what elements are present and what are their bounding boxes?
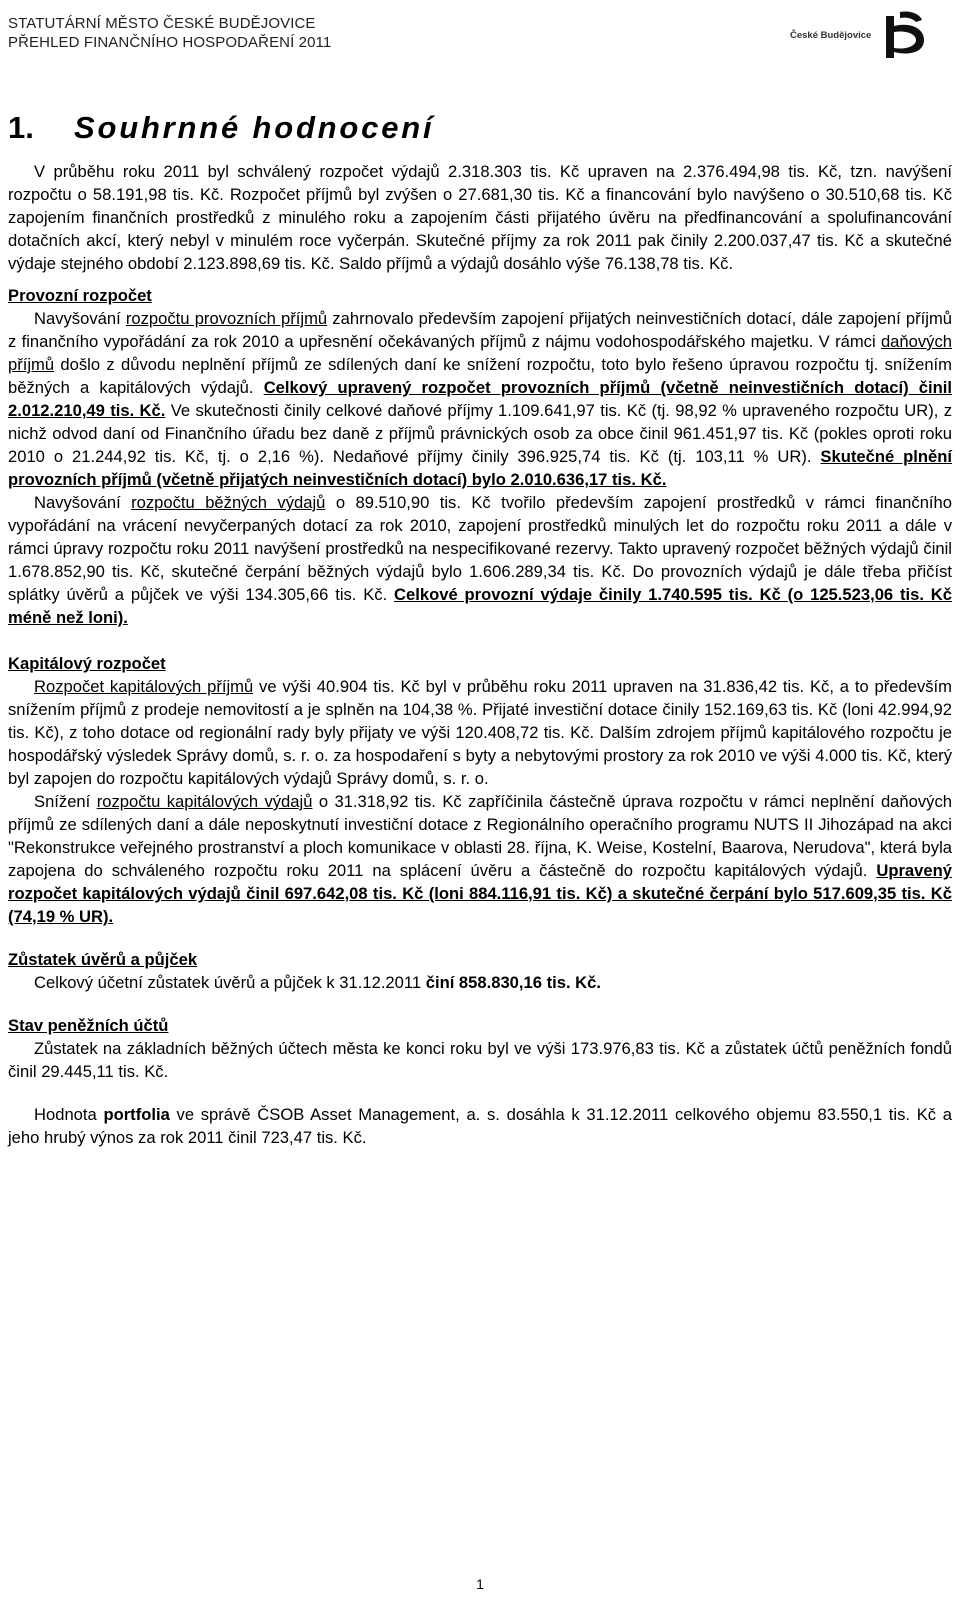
term-kapitalove-vydaje: rozpočtu kapitálových výdajů xyxy=(96,792,313,811)
heading-zustatek: Zůstatek úvěrů a půjček xyxy=(8,950,198,969)
header-report-title: PŘEHLED FINANČNÍHO HOSPODAŘENÍ 2011 xyxy=(8,34,332,51)
stav-paragraph-1: Zůstatek na základních běžných účtech města ke konci roku byl ve výši 173.976,83 tis. Kč a zůstatek účtů peněžních fondů činil 29.445,11 tis. Kč. xyxy=(8,1039,952,1081)
section-title: Souhrnné hodnocení xyxy=(74,110,435,145)
city-logo xyxy=(790,8,930,62)
term-provozni-prijmy: rozpočtu provozních příjmů xyxy=(125,309,328,328)
kapitalovy-paragraph-2: Snížení rozpočtu kapitálových výdajů o 31.318,92 tis. Kč zapříčinila částečně úprava rozpočtu v rámci neplnění daňových příjmů ze sdílených daní a dále neposkytnutí investiční dotace z Regionálního operačního programu NUTS II Jihozápad na akci "Rekonstrukce veřejného prostranství a ploch komunikace v oblasti 28. října, K. Weise, Kostelní, Baarova, Nerudova", která byla zapojena do schváleného rozpočtu roku 2011 na splácení úvěru a částečně do rozpočtu kapitálových výdajů. Upravený rozpočet kapitálových výdajů činil 697.642,08 tis. Kč (loni 884.116,91 tis. Kč) a skutečné čerpání bylo 517.609,35 tis. Kč (74,19 % UR). xyxy=(8,792,952,926)
city-emblem-icon xyxy=(880,8,930,62)
highlight-provozni-plneni: Skutečné plnění provozních příjmů (včetně přijatých neinvestičních dotací) bylo 2.010.636,17 tis. Kč. xyxy=(8,447,952,489)
term-danove-prijmy: daňových příjmů xyxy=(8,332,952,374)
term-kapitalove-prijmy: Rozpočet kapitálových příjmů xyxy=(34,677,254,696)
highlight-kapitalove-vydaje: Upravený rozpočet kapitálových výdajů činil 697.642,08 tis. Kč (loni 884.116,91 tis. Kč) a skutečné čerpání bylo 517.609,35 tis. Kč (74,19 % UR). xyxy=(8,861,952,926)
document-body xyxy=(8,108,952,1149)
kapitalovy-paragraph-1: Rozpočet kapitálových příjmů ve výši 40.904 tis. Kč byl v průběhu roku 2011 upraven na 31.836,42 tis. Kč, a to především snížením příjmů z prodeje nemovitostí a je splněn na 104,38 %. Přijaté investiční dotace činily 152.169,63 tis. Kč (loni 42.994,92 tis. Kč), z toho dotace od regionální rady byly přijaty ve výši 120.408,72 tis. Kč. Dalším zdrojem příjmů kapitálového rozpočtu je hospodářský výsledek Správy domů, s. r. o. za hospodaření s byty a nebytovými prostory za rok 2010 ve výši 4.000 tis. Kč, který byl zapojen do rozpočtu kapitálových výdajů Správy domů, s. r. o. xyxy=(8,677,952,788)
provozni-paragraph-1: Navyšování rozpočtu provozních příjmů zahrnovalo především zapojení přijatých neinvestičních dotací, dále zapojení příjmů z finančního vypořádání za rok 2010 a upřesnění očekávaných příjmů z nájmu vodohospodářského majetku. V rámci daňových příjmů došlo z důvodu neplnění příjmů ze sdílených daní ke snížení rozpočtu, toto bylo řešeno úpravou rozpočtu tj. snížením běžných a kapitálových výdajů. Celkový upravený rozpočet provozních příjmů (včetně neinvestičních dotací) činil 2.012.210,49 tis. Kč. Ve skutečnosti činily celkové daňové příjmy 1.109.641,97 tis. Kč (tj. 98,92 % upraveného rozpočtu UR), z nichž odvod daní od Finančního úřadu bez daně z příjmů právnických osob za obce činil 961.451,97 tis. Kč (pokles oproti roku 2010 o 21.244,92 tis. Kč, tj. o 2,16 %). Nedaňové příjmy činily 396.925,74 tis. Kč (tj. 103,11 % UR). Skutečné plnění provozních příjmů (včetně přijatých neinvestičních dotací) bylo 2.010.636,17 tis. Kč. xyxy=(8,309,953,489)
heading-kapitalovy: Kapitálový rozpočet xyxy=(8,654,166,673)
stav-paragraph-2: Hodnota portfolia ve správě ČSOB Asset Management, a. s. dosáhla k 31.12.2011 celkového objemu 83.550,1 tis. Kč a jeho hrubý výnos za rok 2011 činil 723,47 tis. Kč. xyxy=(8,1105,952,1147)
logo-text: České Budějovice xyxy=(790,30,872,41)
section-number: 1. xyxy=(8,110,34,145)
intro-text: V průběhu roku 2011 byl schválený rozpočet výdajů 2.318.303 tis. Kč upraven na 2.376.494,98 tis. Kč, tzn. navýšení rozpočtu o 58.191,98 tis. Kč. Rozpočet příjmů byl zvýšen o 27.681,30 tis. Kč a financování bylo navýšeno o 30.510,68 tis. Kč zapojením finančních prostředků z minulého roku a zapojením části přijatého úvěru na předfinancování a spolufinancování dotačních akcí, který nebyl v minulém roce vyčerpán. Skutečné příjmy za rok 2011 pak činily 2.200.037,47 tis. Kč a skutečné výdaje stejného období 2.123.898,69 tis. Kč. Saldo příjmů a výdajů dosáhlo výše 76.138,78 tis. Kč. xyxy=(8,162,952,273)
header-city: STATUTÁRNÍ MĚSTO ČESKÉ BUDĚJOVICE xyxy=(8,15,316,32)
intro-paragraph xyxy=(8,160,952,275)
highlight-provozni-vydaje: Celkové provozní výdaje činily 1.740.595 tis. Kč (o 125.523,06 tis. Kč méně než loni). xyxy=(8,585,952,627)
term-bezne-vydaje: rozpočtu běžných výdajů xyxy=(131,493,326,512)
term-portfolio: portfolia xyxy=(103,1105,170,1124)
heading-provozni: Provozní rozpočet xyxy=(8,286,152,305)
page-number: 1 xyxy=(476,1576,484,1592)
page-header xyxy=(8,14,952,56)
zustatek-value: činí 858.830,16 tis. Kč. xyxy=(425,973,601,992)
zustatek-paragraph: Celkový účetní zůstatek úvěrů a půjček k 31.12.2011 činí 858.830,16 tis. Kč. xyxy=(34,973,601,992)
section-heading xyxy=(8,108,952,148)
highlight-provozni-rozpocet: Celkový upravený rozpočet provozních příjmů (včetně neinvestičních dotací) činil 2.012.210,49 tis. Kč. xyxy=(8,378,952,420)
heading-stav: Stav peněžních účtů xyxy=(8,1016,169,1035)
provozni-paragraph-2: Navyšování rozpočtu běžných výdajů o 89.510,90 tis. Kč tvořilo především zapojení prostředků v rámci finančního vypořádání na vrácení nevyčerpaných dotací za rok 2010, zapojení prostředků minulých let do rozpočtu roku 2011 a dále v rámci úpravy rozpočtu roku 2011 navýšení prostředků na nespecifikované rezervy. Takto upravený rozpočet běžných výdajů činil 1.678.852,90 tis. Kč, skutečné čerpání běžných výdajů bylo 1.606.289,34 tis. Kč. Do provozních výdajů je dále třeba přičíst splátky úvěrů a půjček ve výši 134.305,66 tis. Kč. Celkové provozní výdaje činily 1.740.595 tis. Kč (o 125.523,06 tis. Kč méně než loni). xyxy=(8,493,953,627)
